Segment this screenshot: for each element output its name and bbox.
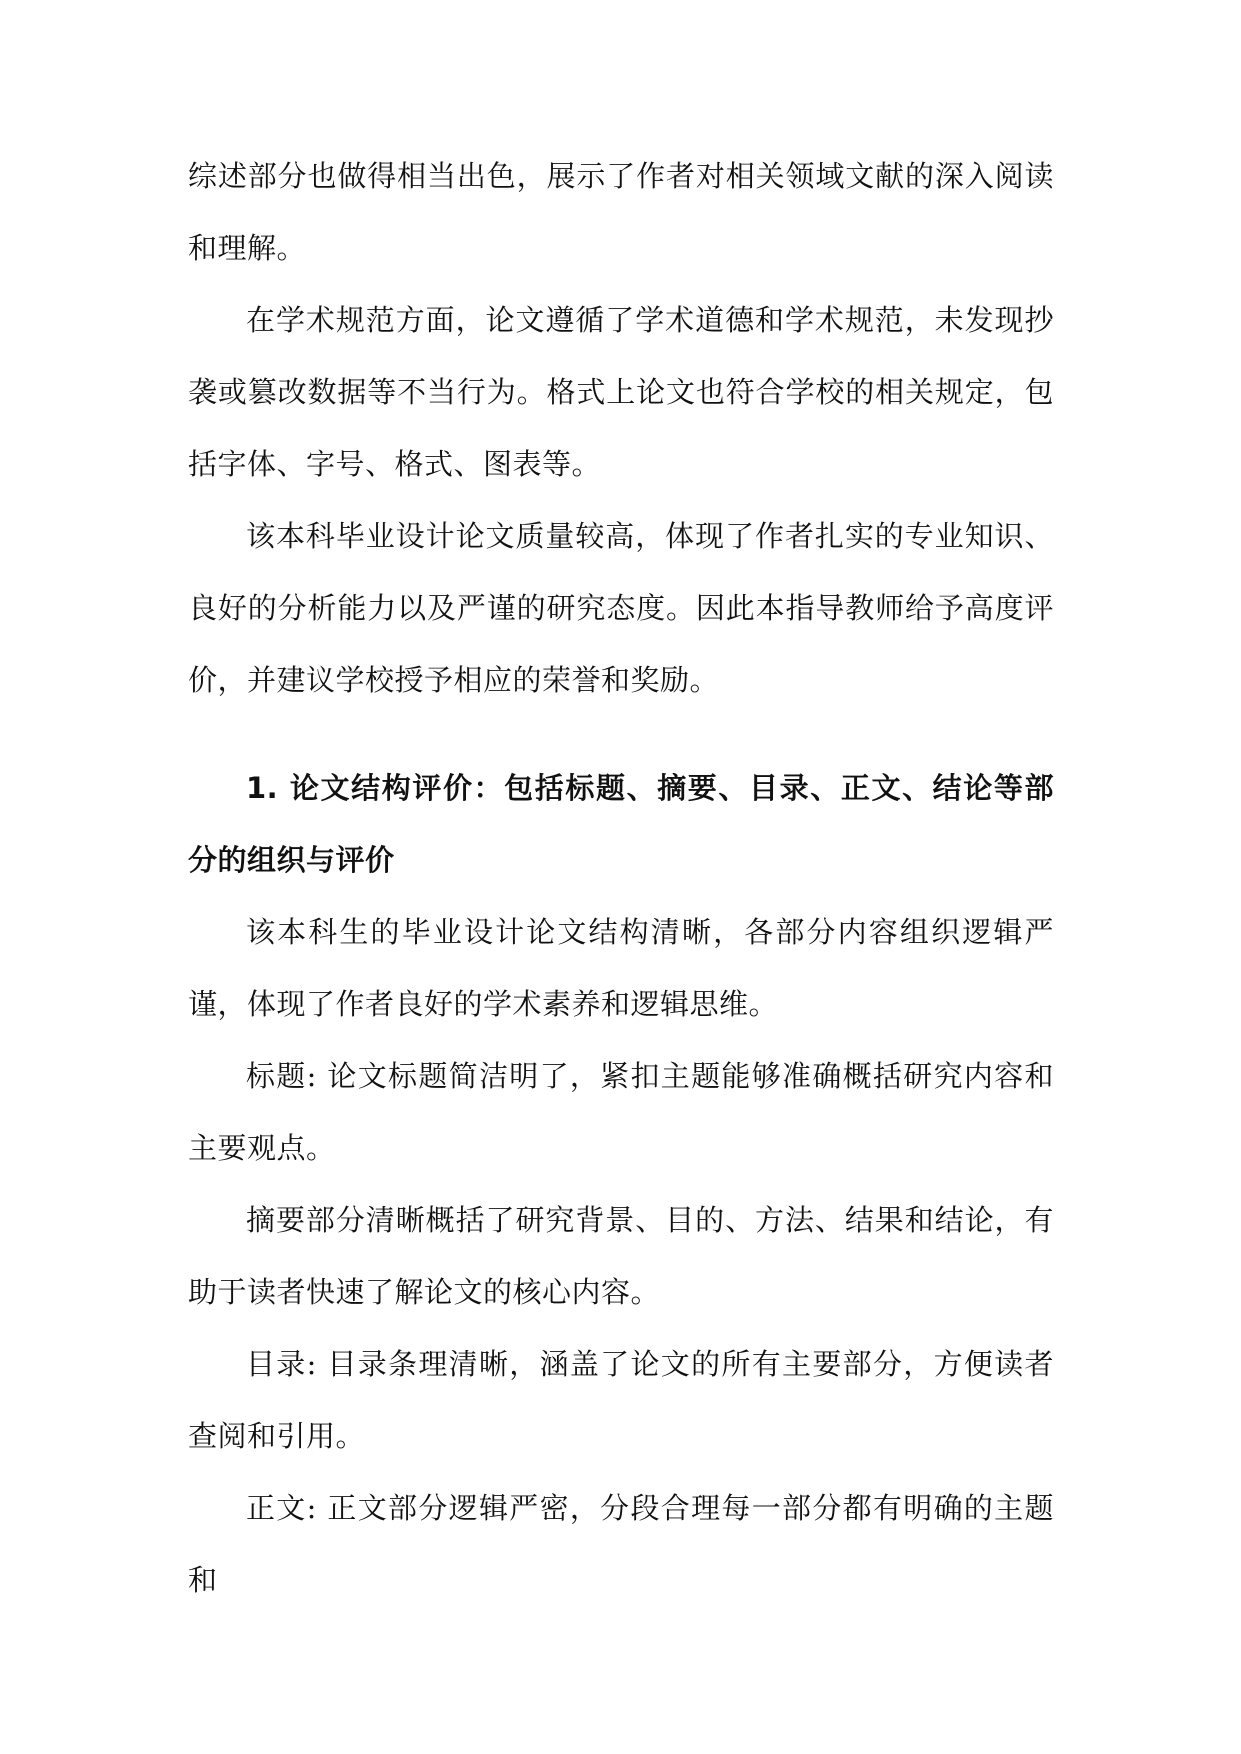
paragraph-abstract: 摘要部分清晰概括了研究背景、目的、方法、结果和结论，有助于读者快速了解论文的核心内容。 xyxy=(188,1203,1054,1309)
section-heading: 1. 论文结构评价：包括标题、摘要、目录、正文、结论等部分的组织与评价 xyxy=(188,771,1054,877)
paragraph-overall-evaluation: 该本科毕业设计论文质量较高，体现了作者扎实的专业知识、良好的分析能力以及严谨的研究态度。因此本指导教师给予高度评价，并建议学校授予相应的荣誉和奖励。 xyxy=(188,519,1054,697)
paragraph-toc: 目录: 目录条理清晰，涵盖了论文的所有主要部分，方便读者查阅和引用。 xyxy=(188,1347,1054,1453)
paragraph-main-body: 正文: 正文部分逻辑严密，分段合理每一部分都有明确的主题和 xyxy=(188,1491,1054,1597)
paragraph-academic-norms: 在学术规范方面，论文遵循了学术道德和学术规范，未发现抄袭或篡改数据等不当行为。格式上论文也符合学校的相关规定，包括字体、字号、格式、图表等。 xyxy=(188,303,1054,481)
paragraph-structure-summary: 该本科生的毕业设计论文结构清晰，各部分内容组织逻辑严谨，体现了作者良好的学术素养和逻辑思维。 xyxy=(188,915,1054,1021)
paragraph-title: 标题: 论文标题简洁明了，紧扣主题能够准确概括研究内容和主要观点。 xyxy=(188,1059,1054,1165)
document-body xyxy=(188,140,1054,1616)
paragraph-literature-review: 综述部分也做得相当出色，展示了作者对相关领域文献的深入阅读和理解。 xyxy=(188,159,1054,265)
